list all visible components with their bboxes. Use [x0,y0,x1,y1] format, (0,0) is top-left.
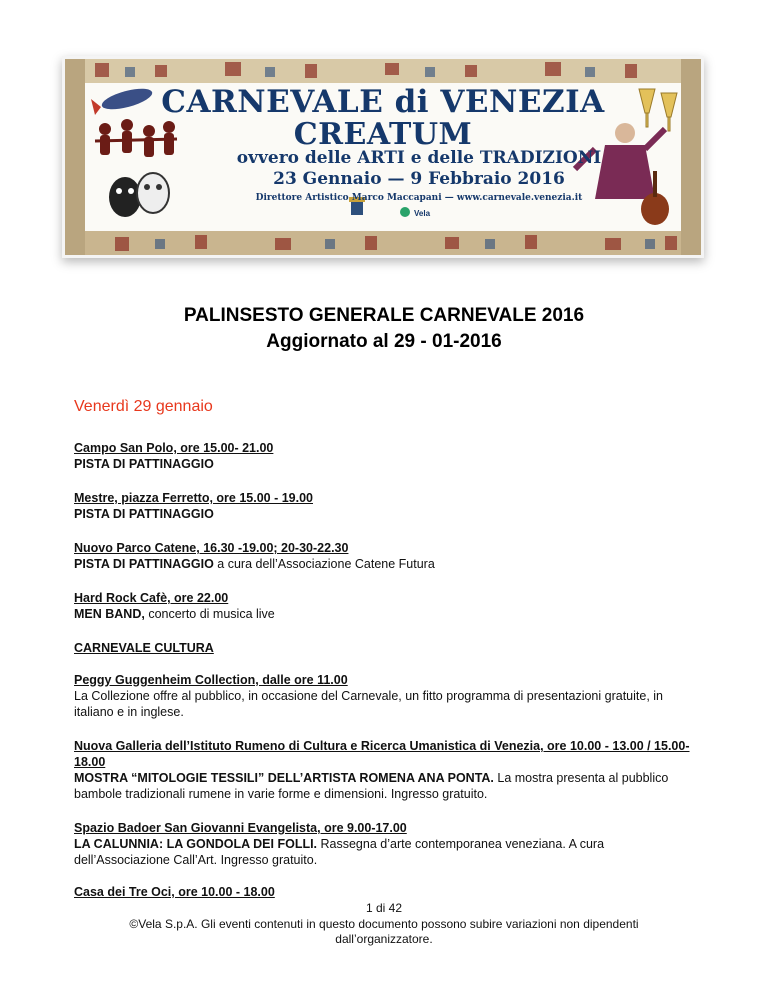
banner-tagline: ovvero delle ARTI e delle TRADIZIONI [236,148,602,168]
event-heading: Peggy Guggenheim Collection, dalle ore 11.00 [74,673,348,687]
event-entry [74,540,694,572]
event-description: La Collezione offre al pubblico, in occasione del Carnevale, un fitto programma di presentazioni gratuite, in italiano e in inglese. [74,689,664,719]
event-heading: Nuova Galleria dell’Istituto Rumeno di Cultura e Ricerca Umanistica di Venezia, ore 10.00 - 13.00 / 15.00-18.00 [74,739,690,769]
event-entry [74,738,694,802]
event-entry [74,884,694,900]
event-description: Rassegna d’arte contemporanea veneziana. A cura dell’Associazione Call’Art. Ingresso gratuito. [74,837,605,867]
event-title: PISTA DI PATTINAGGIO [74,507,214,521]
footer-note-line2: dall’organizzatore. [335,932,433,946]
section-heading [74,640,694,656]
event-entry [74,590,694,622]
day-heading: Venerdì 29 gennaio [74,398,213,415]
event-description: concerto di musica live [144,607,275,621]
section-title: CARNEVALE CULTURA [74,641,214,655]
event-description: a cura dell’Associazione Catene Futura [213,557,435,571]
event-entry [74,820,694,868]
carnival-banner [62,56,704,258]
event-title: MEN BAND, [74,607,145,621]
event-heading: Hard Rock Cafè, ore 22.00 [74,591,229,605]
event-entry [74,672,694,720]
banner-subtitle: CREATUM [293,117,473,152]
event-entry [74,490,694,522]
event-title: PISTA DI PATTINAGGIO [74,557,214,571]
event-entry [74,440,694,472]
event-description: La mostra presenta al pubblico bambole tradizionali rumene in varie forme e dimensioni. Ingresso gratuito. [74,771,669,801]
banner-director: Direttore Artistico Marco Maccapani — www.carnevale.venezia.it [255,193,583,203]
event-heading: Nuovo Parco Catene, 16.30 -19.00; 20-30-22.30 [74,541,349,555]
event-heading: Spazio Badoer San Giovanni Evangelista, ore 9.00-17.00 [74,821,407,835]
banner-title: CARNEVALE di VENEZIA [161,84,605,120]
banner-sponsor: Vela [414,209,431,218]
document-title: PALINSESTO GENERALE CARNEVALE 2016 [183,305,585,326]
vela-logo-icon [400,207,410,217]
banner-dates: 23 Gennaio — 9 Febbraio 2016 [273,169,565,189]
event-title: MOSTRA “MITOLOGIE TESSILI” DELL’ARTISTA ROMENA ANA PONTA. [74,771,494,785]
footer-note-line1: ©Vela S.p.A. Gli eventi contenuti in questo documento possono subire variazioni non dipendenti [129,917,639,931]
event-heading: Casa dei Tre Oci, ore 10.00 - 18.00 [74,885,275,899]
event-title: LA CALUNNIA: LA GONDOLA DEI FOLLI. [74,837,318,851]
event-heading: Campo San Polo, ore 15.00- 21.00 [74,441,274,455]
event-title: PISTA DI PATTINAGGIO [74,457,214,471]
document-updated: Aggiornato al 29 - 01-2016 [266,331,502,352]
event-heading: Mestre, piazza Ferretto, ore 15.00 - 19.00 [74,491,313,505]
page-number: 1 di 42 [365,901,403,915]
